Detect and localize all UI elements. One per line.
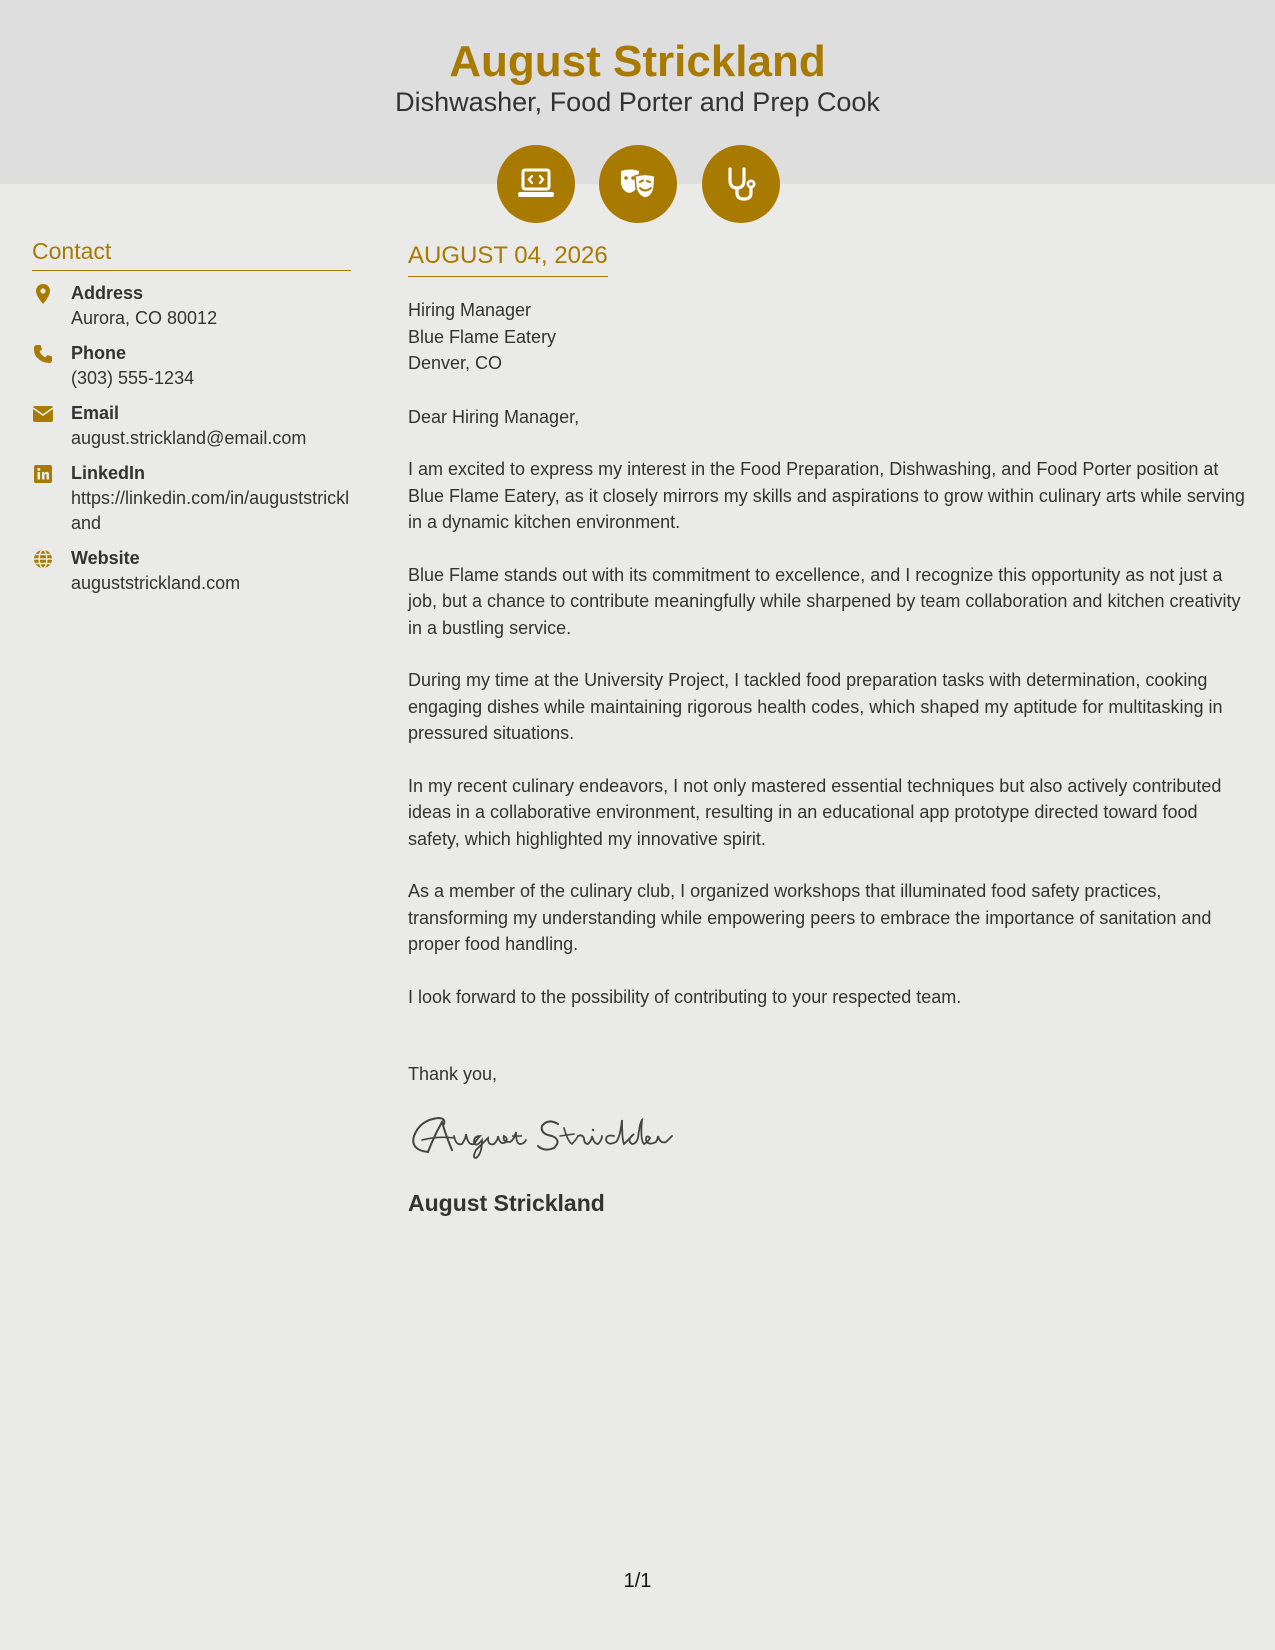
recipient-line: Hiring Manager [408, 300, 532, 320]
recipient-line: Blue Flame Eatery [408, 326, 557, 347]
recipient-line: Denver, CO [408, 353, 503, 373]
candidate-name: August Strickland [449, 37, 826, 86]
letter-paragraph: Blue Flame stands out with its commitment to excellence, and I recognize this opportunity as not just a job, but a chance to contribute meaningfully while sharpened by team collaboration and kitchen creativity in a bustling service. [408, 564, 1241, 638]
letter-paragraph: During my time at the University Project, I tackled food preparation tasks with determination, cooking engaging dishes while maintaining rigorous health codes, which shaped my aptitude for multitasking in pressured situations. [408, 670, 1223, 743]
letter-body [408, 240, 1251, 1218]
recipient-block [408, 297, 1251, 377]
contact-website [32, 546, 351, 596]
letter-paragraph: I am excited to express my interest in the Food Preparation, Dishwashing, and Food Porter position at Blue Flame Eatery, as it closely mirrors my skills and aspirations to grow within culinary arts while serving in a dynamic kitchen environment. [408, 459, 1245, 532]
stethoscope-icon [702, 145, 780, 223]
contact-address [32, 281, 351, 331]
signer-name: August Strickland [408, 1189, 605, 1216]
phone-label: Phone [71, 343, 127, 363]
theater-masks-icon [599, 145, 677, 223]
map-pin-icon [32, 284, 54, 304]
address-label: Address [71, 283, 144, 303]
interest-icons [0, 145, 1275, 223]
handwritten-signature [408, 1110, 1251, 1160]
globe-icon [32, 549, 54, 569]
envelope-icon [32, 404, 54, 424]
contact-heading: Contact [32, 236, 351, 271]
phone-icon [32, 344, 54, 364]
letter-paragraph: In my recent culinary endeavors, I not only mastered essential techniques but also actively contributed ideas in a collaborative environment, resulting in an educational app prototype directed toward food safety, which highlighted my innovative spirit. [408, 775, 1222, 849]
linkedin-value[interactable]: https://linkedin.com/in/auguststrickland [71, 488, 350, 533]
letter-date: AUGUST 04, 2026 [408, 240, 608, 277]
contact-phone [32, 341, 351, 391]
job-title: Dishwasher, Food Porter and Prep Cook [395, 87, 880, 117]
email-label: Email [71, 403, 120, 423]
salutation: Dear Hiring Manager, [408, 406, 580, 427]
contact-linkedin [32, 461, 351, 536]
closing: Thank you, [408, 1064, 498, 1084]
page-number: 1/1 [623, 1570, 652, 1592]
letter-paragraph: As a member of the culinary club, I organized workshops that illuminated food safety practices, transforming my understanding while empowering peers to embrace the importance of sanitation and proper food handling. [408, 881, 1212, 954]
phone-value[interactable]: (303) 555-1234 [71, 368, 195, 388]
website-label: Website [71, 548, 140, 568]
linkedin-icon [32, 464, 54, 484]
linkedin-label: LinkedIn [71, 463, 146, 483]
letter-paragraph: I look forward to the possibility of contributing to your respected team. [408, 986, 962, 1007]
laptop-code-icon [497, 145, 575, 223]
contact-email [32, 401, 351, 451]
address-value: Aurora, CO 80012 [71, 308, 218, 328]
contact-sidebar [32, 236, 351, 596]
email-value[interactable]: august.strickland@email.com [71, 428, 307, 448]
website-value[interactable]: auguststrickland.com [71, 573, 241, 593]
